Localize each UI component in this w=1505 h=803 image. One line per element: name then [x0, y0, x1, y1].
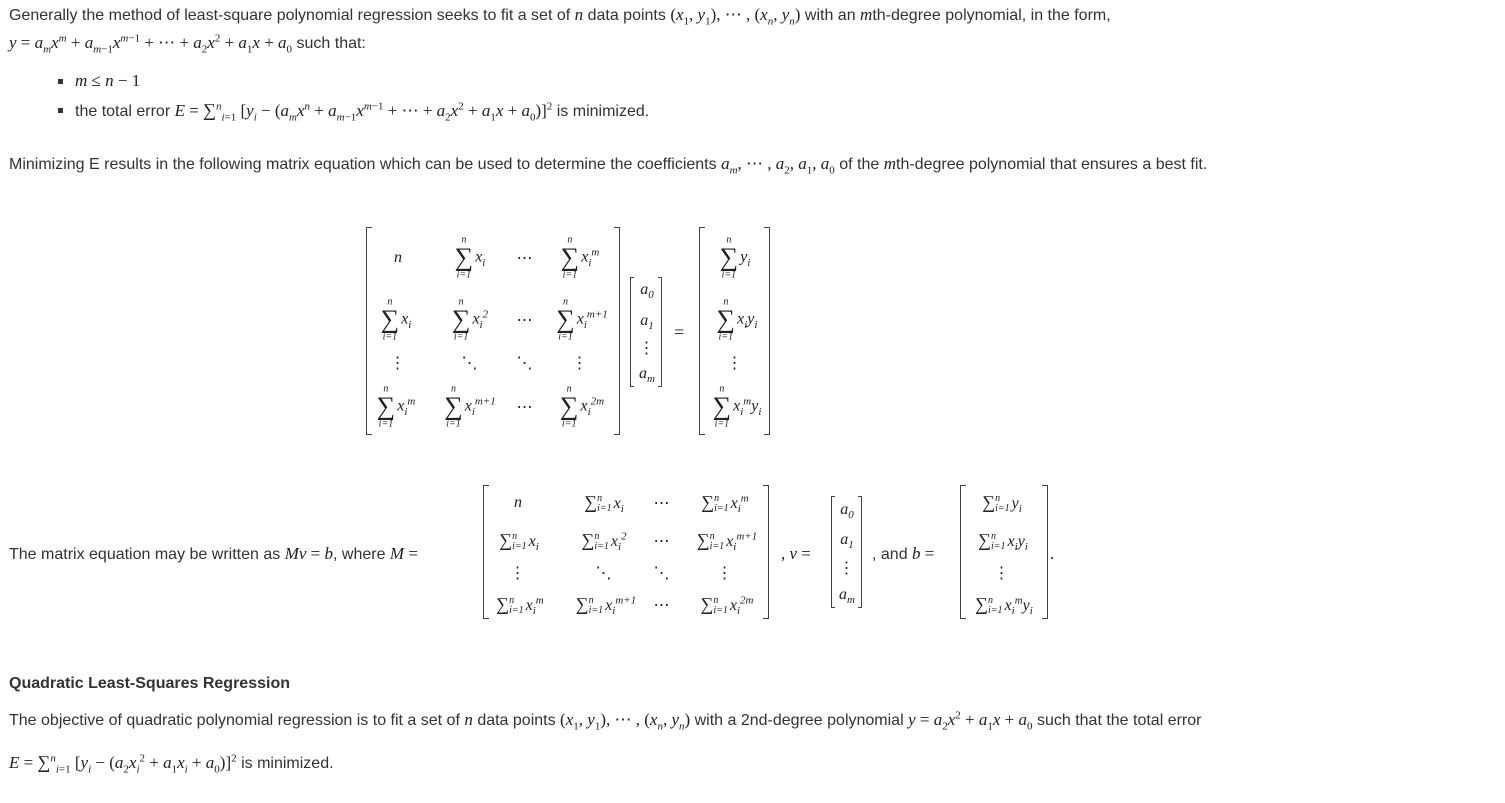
b-period — [1050, 543, 1054, 566]
intro-text-1: Generally the method of least-square polynomial regression seeks to fit a set of — [9, 7, 571, 24]
cm-cell-mm: ∑ n i=1 $x_i^{2m}$ — [700, 593, 754, 618]
m-dots-3: ⋯ — [516, 399, 534, 416]
bracket-cb-left — [960, 485, 966, 619]
bracket-b-right — [764, 227, 770, 435]
quadratic-text-5: is minimized. — [241, 755, 334, 772]
m-cell-12: n ∑ i=1 $x_i$ — [454, 234, 486, 281]
math-v-eq: , v = — [781, 544, 811, 563]
intro-text-4: th-degree polynomial, in the form, — [872, 7, 1111, 24]
m-vdots-1: ⋮ — [389, 355, 407, 372]
b-cell-1: n ∑ i=1 $y_i$ — [719, 234, 751, 281]
intro-line-1 — [9, 4, 1111, 27]
minimizing-text-end: th-degree polynomial that ensures a best fit. — [896, 156, 1208, 173]
intro-line-2 — [9, 32, 366, 55]
v-eq-label — [781, 543, 811, 566]
quadratic-heading: Quadratic Least-Squares Regression — [9, 675, 290, 692]
cm-cell-m1: ∑ n i=1 $x_i^m$ — [496, 593, 544, 618]
a-cell-0: $a_0$ — [640, 281, 654, 302]
cm-cell-m2: ∑ n i=1 $x_i^{m+1}$ — [575, 593, 637, 618]
math-points: ($x_1$, $y_1$), ⋯ , ($x_n$, $y_n$) — [670, 5, 801, 28]
b-eq-label — [872, 543, 934, 566]
quadratic-text-3: with a 2nd-degree polynomial — [694, 712, 904, 729]
matrix-form-text-start: The matrix equation may be written as — [9, 546, 281, 563]
m-dots-2: ⋯ — [516, 312, 534, 329]
b-vdots: ⋮ — [726, 355, 744, 372]
matrix-form-line — [9, 543, 418, 566]
math-n-2: n — [464, 710, 473, 729]
math-m: m — [860, 5, 873, 24]
a-vdots: ⋮ — [638, 340, 656, 357]
m-cell-1m: n ∑ i=1 $x_i^m$ — [560, 234, 600, 281]
math-n: n — [574, 5, 584, 24]
math-b-eq: b = — [912, 544, 935, 563]
m-cell-m1: n ∑ i=1 $x_i^m$ — [376, 383, 416, 430]
cb-vdots: ⋮ — [993, 565, 1011, 582]
cb-cell-1: ∑ n i=1 $y_i$ — [982, 491, 1022, 516]
m-cell-11: n — [394, 249, 402, 266]
minimizing-text-start: Minimizing E results in the following matrix equation which can be used to determine the coefficients — [9, 156, 717, 173]
m-cell-2m: n ∑ i=1 $x_i^{m+1}$ — [556, 296, 608, 343]
cm-ddots-1: ⋱ — [595, 565, 613, 582]
cm-ddots-2: ⋱ — [653, 565, 671, 582]
bullet-1 — [58, 79, 63, 84]
condition-1 — [75, 70, 140, 93]
condition-2-text-start: the total error — [75, 103, 171, 120]
m-cell-mm: n ∑ i=1 $x_i^{2m}$ — [559, 383, 605, 430]
cb-cell-2: ∑ n i=1 $x_iy_i$ — [978, 529, 1028, 554]
cm-cell-22: ∑ n i=1 $x_i^2$ — [581, 529, 627, 554]
math-total-error: E = ∑$^n_{i=1}$ [$y_i - (a_mx^n + a_{m-1}x^{m-1}$ + ⋯ + $a_2x^2 + a_1x + a_0)]^2$ — [174, 100, 553, 124]
math-m-eq: M = — [389, 544, 418, 563]
v-cell-0: $a_0$ — [840, 501, 854, 522]
math-m-leq: m ≤ n − 1 — [75, 71, 141, 90]
bracket-cm-right — [763, 485, 769, 619]
math-period: . — [1050, 544, 1055, 563]
v-cell-1: $a_1$ — [840, 531, 854, 552]
minimizing-line — [9, 153, 1207, 176]
a-cell-m: $a_m$ — [639, 365, 655, 386]
quadratic-text-1: The objective of quadratic polynomial regression is to fit a set of — [9, 712, 460, 729]
math-points-2: ($x_1$, $y_1$), ⋯ , ($x_n$, $y_n$) — [560, 710, 691, 733]
bracket-b-left — [699, 227, 705, 435]
condition-2-text-end: is minimized. — [556, 103, 650, 120]
math-quadratic: $y = a_2x^2 + a_1x + a_0$ — [908, 709, 1033, 733]
bracket-cb-right — [1042, 485, 1048, 619]
intro-text-5: such that: — [296, 35, 366, 52]
m-cell-22: n ∑ i=1 $x_i^2$ — [451, 296, 489, 343]
v-cell-m: $a_m$ — [839, 586, 855, 607]
v-vdots: ⋮ — [838, 560, 856, 577]
m-cell-m2: n ∑ i=1 $x_i^{m+1}$ — [444, 383, 496, 430]
bracket-a-right — [658, 277, 662, 387]
cm-dots-2: ⋯ — [653, 533, 671, 550]
bracket-v-left — [831, 496, 835, 608]
matrix-form-and: , and — [872, 546, 908, 563]
cm-dots-3: ⋯ — [653, 597, 671, 614]
cm-cell-12: ∑ n i=1 $x_i$ — [584, 491, 624, 516]
math-quadratic-error: E = ∑$^n_{i=1}$ $[y_i - (a_2x_i^2 + a_1x_i + a_0)]^2$ — [9, 752, 237, 776]
cm-cell-2m: ∑ n i=1 $x_i^{m+1}$ — [696, 529, 758, 554]
quadratic-text-2: data points — [477, 712, 556, 729]
condition-2 — [75, 99, 649, 123]
cb-cell-m: ∑ n i=1 $x_i^my_i$ — [975, 593, 1033, 618]
bracket-m-left — [366, 227, 372, 435]
equals-sign: = — [674, 322, 685, 342]
bracket-a-left — [630, 277, 634, 387]
cm-dots-1: ⋯ — [653, 495, 671, 512]
math-coefficients: $a_m$, ⋯ , $a_2$, $a_1$, $a_0$ — [721, 154, 835, 177]
math-mv-b: Mv = b — [284, 544, 333, 563]
cm-cell-21: ∑ n i=1 $x_i$ — [499, 529, 539, 554]
bracket-v-right — [858, 496, 862, 608]
m-cell-21: n ∑ i=1 $x_i$ — [380, 296, 412, 343]
quadratic-text-4: such that the total error — [1036, 712, 1202, 729]
quadratic-line-1 — [9, 709, 1201, 732]
bullet-2 — [58, 108, 63, 113]
quadratic-line-2 — [9, 751, 334, 775]
minimizing-text-mid: of the — [839, 156, 880, 173]
cm-cell-1m: ∑ n i=1 $x_i^m$ — [701, 491, 749, 516]
b-cell-2: n ∑ i=1 $x_iy_i$ — [716, 296, 758, 343]
cm-vdots-2: ⋮ — [716, 565, 734, 582]
intro-text-3: with an — [804, 7, 856, 24]
matrix-form-where: , where — [333, 546, 386, 563]
cm-cell-11: n — [514, 494, 522, 511]
intro-text-2: data points — [587, 7, 666, 24]
m-ddots-2: ⋱ — [516, 355, 534, 372]
bracket-m-right — [614, 227, 620, 435]
cm-vdots-1: ⋮ — [509, 565, 527, 582]
b-cell-m: n ∑ i=1 $x_i^my_i$ — [712, 383, 762, 430]
math-m-2: m — [883, 154, 896, 173]
bracket-cm-left — [483, 485, 489, 619]
a-cell-1: $a_1$ — [640, 312, 654, 333]
m-ddots-1: ⋱ — [461, 355, 479, 372]
m-vdots-2: ⋮ — [571, 355, 589, 372]
math-polynomial: $y = a_mx^m + a_{m-1}x^{m-1}$ + ⋯ + $a_2x^2 + a_1x + a_0$ — [9, 32, 293, 56]
m-dots-1: ⋯ — [516, 250, 534, 267]
